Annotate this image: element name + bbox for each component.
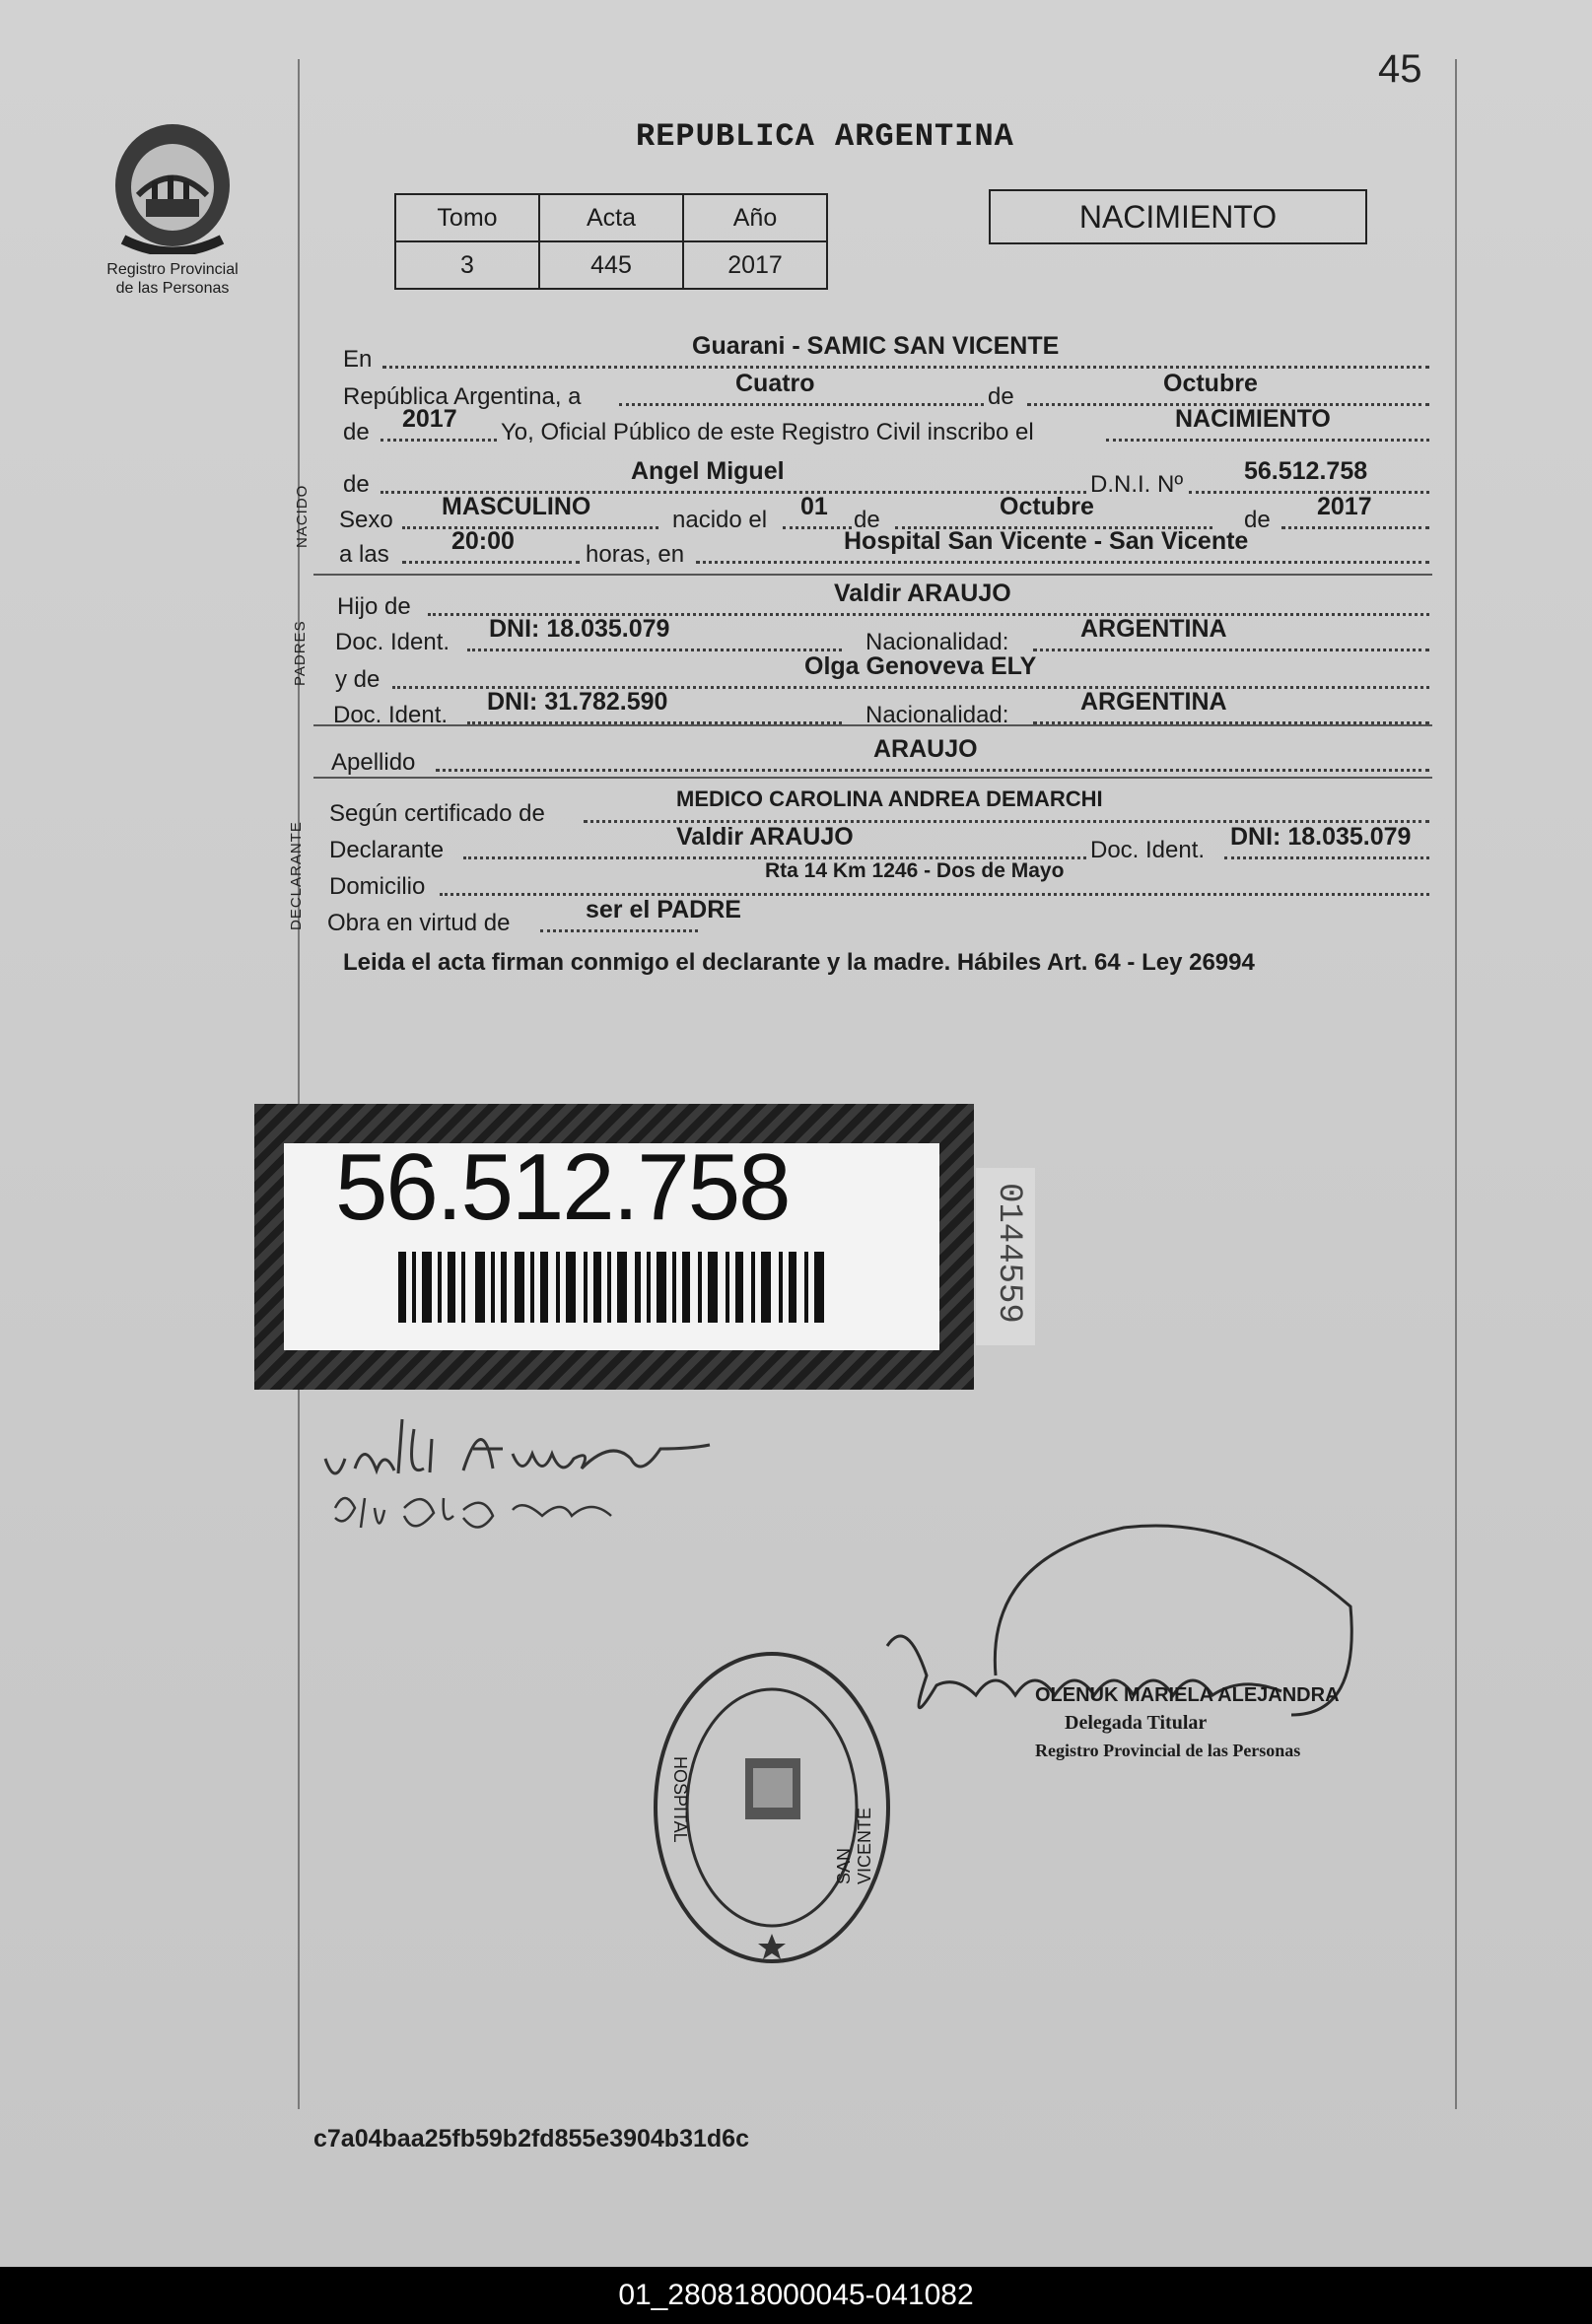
label-nacionalidad: Nacionalidad: <box>865 629 1009 655</box>
dotted-line <box>402 522 658 529</box>
label-hijo-de: Hijo de <box>337 593 411 620</box>
section-label-padres: PADRES <box>292 620 309 686</box>
value-padre-doc: DNI: 18.035.079 <box>489 615 670 643</box>
dotted-line <box>402 557 580 564</box>
value-hora: 20:00 <box>451 527 515 555</box>
value-padre: Valdir ARAUJO <box>834 580 1011 607</box>
dotted-line <box>382 362 1429 369</box>
dotted-line <box>436 765 1429 772</box>
label-horas-en: horas, en <box>586 541 685 568</box>
label-segun: Según certificado de <box>329 800 545 827</box>
section-label-nacido: NACIDO <box>294 484 311 548</box>
label-dni: D.N.I. Nº <box>1090 471 1184 498</box>
right-margin-line <box>1455 59 1457 2109</box>
value-madre-doc: DNI: 31.782.590 <box>487 688 668 716</box>
logo-caption-line1: Registro Provincial <box>106 261 239 278</box>
label-de-nombre: de <box>343 471 370 498</box>
label-en: En <box>343 346 373 373</box>
line-en <box>325 332 1429 373</box>
label-de-anio: de <box>343 419 370 445</box>
line-declarante <box>325 823 1429 863</box>
document-hash: c7a04baa25fb59b2fd855e3904b31d6c <box>313 2125 749 2153</box>
line-madre-doc <box>325 688 1429 728</box>
value-anio-inscripcion: 2017 <box>402 405 457 433</box>
dotted-line <box>1033 718 1429 724</box>
footer-id: 01_280818000045-041082 <box>0 2267 1592 2324</box>
record-table <box>394 193 828 290</box>
seal-inner-right: SAN VICENTE <box>834 1807 874 1884</box>
signature-declarante <box>315 1400 769 1552</box>
dotted-line <box>696 557 1429 564</box>
line-hora <box>325 527 1429 568</box>
label-decl-doc: Doc. Ident. <box>1090 837 1206 863</box>
value-lugar: Hospital San Vicente - San Vicente <box>844 527 1249 555</box>
section-label-declarante: DECLARANTE <box>288 821 305 930</box>
separator <box>313 777 1432 779</box>
value-nacido-dia: 01 <box>800 493 828 520</box>
province-logo <box>108 116 237 254</box>
value-mes: Octubre <box>1163 370 1258 397</box>
official-title: Delegada Titular <box>1065 1712 1208 1734</box>
value-sexo: MASCULINO <box>442 493 591 520</box>
dotted-line <box>440 889 1429 896</box>
seal-inner-left: HOSPITAL <box>670 1756 690 1843</box>
official-block <box>1035 1681 1340 1764</box>
official-name: OLENUK MARIELA ALEJANDRA <box>1035 1684 1340 1706</box>
logo-caption <box>79 260 266 298</box>
barcode <box>398 1252 842 1328</box>
dotted-line <box>1033 645 1429 651</box>
sticker-number: 56.512.758 <box>335 1134 790 1240</box>
value-anio: 2017 <box>683 241 827 289</box>
value-dni: 56.512.758 <box>1244 457 1368 485</box>
label-y-de: y de <box>335 666 381 693</box>
label-republica: República Argentina, a <box>343 383 582 410</box>
line-domicilio <box>325 859 1429 900</box>
value-tomo: 3 <box>395 241 539 289</box>
page-number: 45 <box>1378 47 1422 91</box>
closing-text: Leida el acta firman conmigo el declarante y la madre. Hábiles Art. 64 - Ley 26994 <box>343 949 1255 976</box>
value-padre-nac: ARGENTINA <box>1080 615 1227 643</box>
left-margin-line <box>298 59 300 2109</box>
label-obra: Obra en virtud de <box>327 910 511 936</box>
value-decl-doc: DNI: 18.035.079 <box>1230 823 1412 851</box>
dotted-line <box>1106 435 1429 442</box>
dotted-line <box>467 718 842 724</box>
separator <box>313 574 1432 576</box>
label-doc-ident-madre: Doc. Ident. <box>333 702 449 728</box>
value-segun: MEDICO CAROLINA ANDREA DEMARCHI <box>676 786 1103 811</box>
sticker-serial: 0144559 <box>990 1183 1027 1324</box>
dotted-line <box>1281 522 1429 529</box>
label-doc-ident: Doc. Ident. <box>335 629 450 655</box>
logo-caption-line2: de las Personas <box>115 280 230 297</box>
record-type-box: NACIMIENTO <box>989 189 1367 244</box>
label-a-las: a las <box>339 541 389 568</box>
header-acta: Acta <box>539 194 683 241</box>
label-oficial: Yo, Oficial Público de este Registro Civil inscribo el <box>501 419 1034 445</box>
value-inscribo: NACIMIENTO <box>1175 405 1331 433</box>
document-title: REPUBLICA ARGENTINA <box>636 118 1014 155</box>
label-nacionalidad-madre: Nacionalidad: <box>865 702 1009 728</box>
value-madre-nac: ARGENTINA <box>1080 688 1227 716</box>
official-seal <box>651 1648 893 1967</box>
label-nacido-el: nacido el <box>672 507 768 533</box>
dotted-line <box>381 435 497 442</box>
dotted-line <box>1224 853 1429 859</box>
value-apellido: ARAUJO <box>873 735 978 763</box>
value-domicilio: Rta 14 Km 1246 - Dos de Mayo <box>765 859 1065 882</box>
dotted-line <box>463 853 1086 859</box>
separator <box>313 724 1432 726</box>
label-domicilio: Domicilio <box>329 873 426 900</box>
line-obra <box>325 896 1429 936</box>
value-nacido-anio: 2017 <box>1317 493 1372 520</box>
value-declarante: Valdir ARAUJO <box>676 823 854 851</box>
dotted-line <box>619 399 984 406</box>
value-obra: ser el PADRE <box>586 896 741 923</box>
label-de: de <box>988 383 1014 410</box>
label-sexo: Sexo <box>339 507 393 533</box>
dotted-line <box>584 816 1429 823</box>
header-tomo: Tomo <box>395 194 539 241</box>
dotted-line <box>467 645 842 651</box>
label-nacido-de: de <box>854 507 880 533</box>
dotted-line <box>783 522 852 529</box>
value-dia: Cuatro <box>735 370 815 397</box>
value-nombre: Angel Miguel <box>631 457 785 485</box>
line-padre-doc <box>325 615 1429 655</box>
label-nacido-de2: de <box>1244 507 1271 533</box>
value-acta: 445 <box>539 241 683 289</box>
value-nacido-mes: Octubre <box>1000 493 1094 520</box>
line-anio <box>325 405 1429 445</box>
dotted-line <box>540 925 698 932</box>
line-apellido <box>325 735 1429 776</box>
line-segun <box>325 786 1429 827</box>
label-declarante: Declarante <box>329 837 445 863</box>
official-office: Registro Provincial de las Personas <box>1035 1741 1301 1760</box>
label-apellido: Apellido <box>331 749 416 776</box>
value-madre: Olga Genoveva ELY <box>804 652 1037 680</box>
value-en: Guarani - SAMIC SAN VICENTE <box>692 332 1060 360</box>
header-anio: Año <box>683 194 827 241</box>
dotted-line <box>1189 487 1429 494</box>
